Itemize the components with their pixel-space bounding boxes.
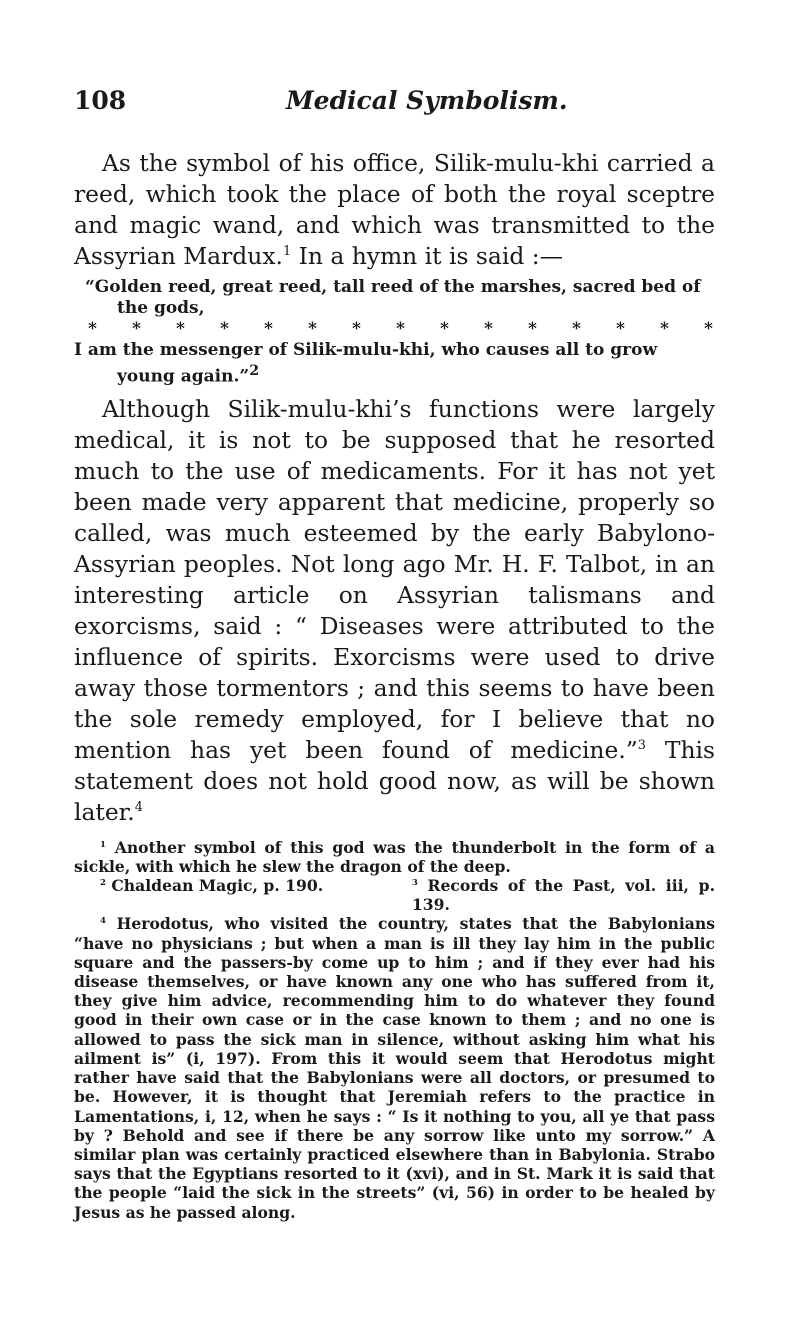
- footnote-4-mark: 4: [100, 916, 106, 927]
- footnote-4: [74, 914, 715, 1221]
- page-header: [74, 86, 714, 126]
- star: *: [704, 319, 713, 339]
- star: *: [220, 319, 229, 339]
- footnote-ref-3: 3: [637, 737, 646, 753]
- star: *: [132, 319, 141, 339]
- footnote-3: [412, 876, 715, 914]
- star: *: [308, 319, 317, 339]
- page-number: 108: [74, 86, 127, 115]
- ellipsis-stars: [74, 319, 715, 340]
- running-title: Medical Symbolism.: [286, 86, 568, 115]
- hymn-line-2: [74, 340, 715, 388]
- body-text: [74, 148, 715, 1222]
- star: *: [660, 319, 669, 339]
- paragraph-1-text: As the symbol of his office, Silik-mulu-khi carried a reed, which took the place of both the royal sceptre and magic wand, and which was transmitted to the Assyrian Mardux.: [74, 149, 715, 270]
- star: *: [440, 319, 449, 339]
- paragraph-2-text-2: This statement does not hold good now, as will be shown later.: [74, 735, 716, 826]
- star: *: [528, 319, 537, 339]
- footnote-2-text: Chaldean Magic, p. 190.: [105, 876, 324, 896]
- footnote-2: [74, 876, 412, 914]
- footnote-ref-1: 1: [282, 244, 292, 260]
- star: *: [176, 319, 185, 339]
- star: *: [616, 319, 625, 339]
- paragraph-1: [74, 148, 715, 272]
- star: *: [88, 319, 97, 339]
- paragraph-1-text-after: In a hymn it is said :—: [291, 242, 564, 270]
- star: *: [572, 319, 581, 339]
- paragraph-2-text: Although Silik-mulu-khi’s functions were largely medical, it is not to be supposed that he resorted much to the use of medicaments. For it has not yet been made very apparent that medicine, properly so called, was much esteemed by the early Babylono-Assyrian peoples. Not long ago Mr. H. F. Talbot, in an interesting article on Assyrian talismans and exorcisms, said : “ Diseases were attributed to the influence of spirits. Exorcisms were used to drive away those tormentors ; and this seems to have been the sole remedy employed, for I believe that no mention has yet been found of medicine.”: [74, 394, 715, 764]
- footnote-2-mark: 2: [100, 877, 106, 888]
- footnote-ref-2: 2: [249, 363, 260, 379]
- footnote-ref-4: 4: [134, 799, 143, 815]
- footnotes: [74, 838, 715, 1222]
- footnote-1-mark: 1: [100, 839, 106, 850]
- footnote-row-2-3: [74, 876, 715, 914]
- footnote-3-text: Records of the Past, vol. iii, p. 139.: [411, 876, 715, 915]
- star: *: [352, 319, 361, 339]
- star: *: [484, 319, 493, 339]
- footnote-4-text: Herodotus, who visited the country, states that the Babylonians “have no physicians ; but when a man is ill they lay him in the public square and the passers-by come up to him ; and if they ever had his disease themselves, or have known any one who has suffered from it, they give him advice, recommending him to do whatever they found good in their own case or in the case known to them ; and no one is allowed to pass the sick man in silence, without asking him what his ailment is” (i, 197). From this it would seem that Herodotus might rather have said that the Babylonians were all doctors, or presumed to be. However, it is thought that Jeremiah refers to the practice in Lamentations, i, 12, when he says : “ Is it nothing to you, all ye that pass by ? Behold and see if there be any sorrow like unto my sorrow.” A similar plan was certainly practiced elsewhere than in Babylonia. Strabo says that the Egyptians resorted to it (xvi), and in St. Mark it is said that the people “laid the sick in the streets” (vi, 56) in order to be healed by Jesus as he passed along.: [74, 914, 715, 1222]
- footnote-1-text: Another symbol of this god was the thunderbolt in the form of a sickle, with which he slew the dragon of the deep.: [74, 837, 715, 876]
- paragraph-2: [74, 394, 715, 828]
- star: *: [396, 319, 405, 339]
- hymn-line-2-text: I am the messenger of Silik-mulu-khi, who causes all to grow young again.”: [74, 340, 658, 387]
- footnote-3-mark: 3: [411, 877, 418, 888]
- hymn-line-1: “Golden reed, great reed, tall reed of the marshes, sacred bed of the gods,: [85, 277, 701, 318]
- hymn-quote: [74, 277, 715, 388]
- star: *: [264, 319, 273, 339]
- footnote-1: [74, 838, 715, 876]
